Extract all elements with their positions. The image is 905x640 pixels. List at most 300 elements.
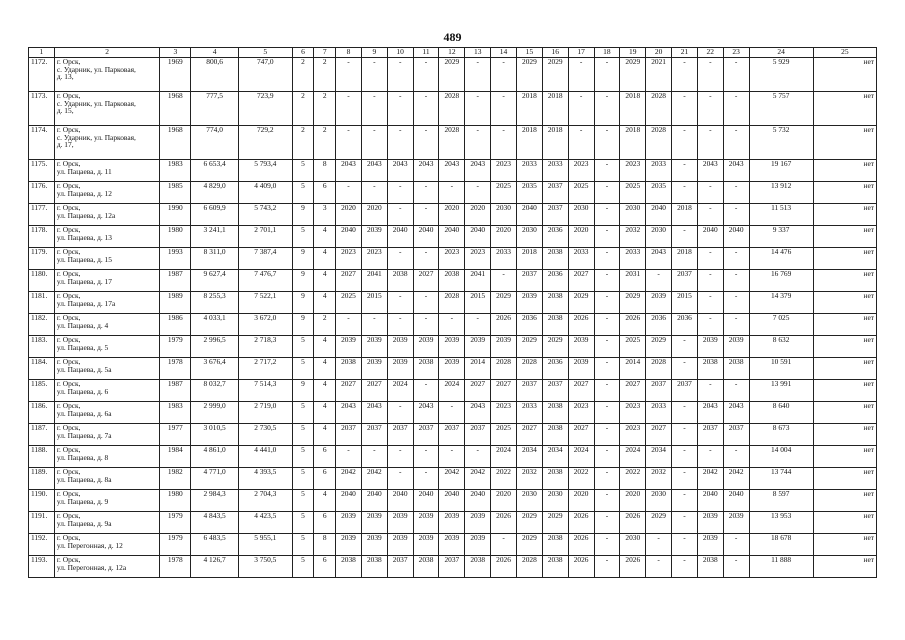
cell-col-14: - — [491, 92, 517, 126]
row-number: 1190. — [29, 490, 55, 512]
cell-col-10: 2024 — [387, 380, 413, 402]
cell-col-23: 2039 — [723, 512, 749, 534]
cell-col-10: 2040 — [387, 226, 413, 248]
cell-col-14: 2025 — [491, 424, 517, 446]
cell-col-18: - — [594, 314, 620, 336]
cell-col-25: нет — [813, 126, 876, 160]
cell-col-19: 2026 — [620, 556, 646, 578]
cell-col-24: 16 769 — [749, 270, 813, 292]
cell-col-6: 5 — [292, 534, 314, 556]
cell-col-23: 2043 — [723, 402, 749, 424]
cell-col-13: 2039 — [465, 512, 491, 534]
cell-col-6: 9 — [292, 380, 314, 402]
cell-col-8: 2042 — [336, 468, 362, 490]
row-number: 1176. — [29, 182, 55, 204]
cell-col-19: 2023 — [620, 402, 646, 424]
cell-col-8: - — [336, 58, 362, 92]
cell-col-23: - — [723, 446, 749, 468]
cell-col-19: 2029 — [620, 292, 646, 314]
cell-col-22: 2042 — [697, 468, 723, 490]
cell-col-11: 2027 — [413, 270, 439, 292]
address-line: г. Орск, — [56, 225, 81, 234]
cell-col-5: 5 793,4 — [238, 160, 292, 182]
cell-col-15: 2029 — [516, 336, 542, 358]
cell-col-21: - — [672, 402, 698, 424]
cell-col-19: 2030 — [620, 534, 646, 556]
column-header-11: 11 — [413, 48, 439, 58]
address-line: ул. Пацаева, д. 11 — [56, 166, 112, 176]
cell-col-11: - — [413, 292, 439, 314]
address-line: г. Орск, — [56, 159, 81, 168]
cell-col-12: 2028 — [439, 292, 465, 314]
cell-col-13: 2027 — [465, 380, 491, 402]
table-row — [29, 424, 877, 446]
address-line: г. Орск, — [56, 313, 81, 322]
cell-col-9: - — [361, 126, 387, 160]
cell-col-4: 2 999,0 — [191, 402, 239, 424]
address-line: ул. Пацаева, д. 9 — [56, 496, 109, 506]
column-header-6: 6 — [292, 48, 314, 58]
cell-col-9: - — [361, 58, 387, 92]
cell-col-9: 2043 — [361, 160, 387, 182]
cell-col-17: 2033 — [568, 248, 594, 270]
cell-col-12: 2023 — [439, 248, 465, 270]
address-cell — [54, 204, 159, 226]
address-line: г. Орск, — [56, 335, 81, 344]
cell-col-10: 2037 — [387, 424, 413, 446]
cell-col-22: 2040 — [697, 226, 723, 248]
cell-col-21: - — [672, 490, 698, 512]
cell-col-25: нет — [813, 512, 876, 534]
cell-col-3: 1982 — [160, 468, 191, 490]
cell-col-16: 2018 — [542, 126, 568, 160]
page-number: 489 — [443, 30, 462, 44]
cell-col-22: 2043 — [697, 402, 723, 424]
cell-col-16: 2037 — [542, 182, 568, 204]
column-header-1: 1 — [29, 48, 55, 58]
cell-col-11: 2038 — [413, 358, 439, 380]
table-row — [29, 92, 877, 126]
address-line: г. Орск, — [56, 379, 81, 388]
cell-col-18: - — [594, 336, 620, 358]
cell-col-13: - — [465, 126, 491, 160]
column-header-8: 8 — [336, 48, 362, 58]
address-cell — [54, 512, 159, 534]
cell-col-23: 2043 — [723, 160, 749, 182]
cell-col-14: 2020 — [491, 490, 517, 512]
address-line: ул. Пацаева, д. 6 — [56, 386, 109, 396]
cell-col-5: 747,0 — [238, 58, 292, 92]
table-row — [29, 358, 877, 380]
cell-col-10: - — [387, 182, 413, 204]
row-number: 1178. — [29, 226, 55, 248]
cell-col-9: 2043 — [361, 402, 387, 424]
cell-col-25: нет — [813, 270, 876, 292]
cell-col-24: 7 025 — [749, 314, 813, 336]
cell-col-5: 4 441,0 — [238, 446, 292, 468]
address-line: г. Орск, — [56, 511, 81, 520]
cell-col-5: 7 387,4 — [238, 248, 292, 270]
cell-col-25: нет — [813, 468, 876, 490]
cell-col-22: 2037 — [697, 424, 723, 446]
cell-col-20: 2029 — [646, 336, 672, 358]
cell-col-5: 2 701,1 — [238, 226, 292, 248]
cell-col-6: 5 — [292, 358, 314, 380]
cell-col-17: 2023 — [568, 160, 594, 182]
row-number: 1182. — [29, 314, 55, 336]
column-header-23: 23 — [723, 48, 749, 58]
cell-col-20: 2032 — [646, 468, 672, 490]
cell-col-22: 2039 — [697, 512, 723, 534]
table-row — [29, 512, 877, 534]
cell-col-17: 2022 — [568, 468, 594, 490]
cell-col-10: - — [387, 446, 413, 468]
address-line: г. Орск, — [56, 401, 81, 410]
cell-col-16: 2038 — [542, 314, 568, 336]
cell-col-20: 2027 — [646, 424, 672, 446]
cell-col-20: 2040 — [646, 204, 672, 226]
cell-col-11: 2040 — [413, 226, 439, 248]
cell-col-10: - — [387, 92, 413, 126]
table-body — [29, 58, 877, 578]
cell-col-15: 2039 — [516, 292, 542, 314]
cell-col-16: 2038 — [542, 556, 568, 578]
cell-col-20: - — [646, 556, 672, 578]
cell-col-17: - — [568, 58, 594, 92]
address-cell — [54, 468, 159, 490]
cell-col-4: 777,5 — [191, 92, 239, 126]
cell-col-24: 10 591 — [749, 358, 813, 380]
cell-col-17: 2027 — [568, 380, 594, 402]
cell-col-25: нет — [813, 248, 876, 270]
address-line: г. Орск, — [56, 357, 81, 366]
address-cell — [54, 534, 159, 556]
cell-col-3: 1985 — [160, 182, 191, 204]
cell-col-8: 2039 — [336, 534, 362, 556]
cell-col-12: 2037 — [439, 556, 465, 578]
cell-col-10: - — [387, 468, 413, 490]
cell-col-23: - — [723, 126, 749, 160]
table-row — [29, 314, 877, 336]
cell-col-11: 2043 — [413, 402, 439, 424]
cell-col-14: 2026 — [491, 556, 517, 578]
cell-col-13: 2014 — [465, 358, 491, 380]
cell-col-3: 1993 — [160, 248, 191, 270]
cell-col-14: 2026 — [491, 512, 517, 534]
cell-col-5: 7 522,1 — [238, 292, 292, 314]
address-line: г. Орск, — [56, 125, 81, 134]
address-cell — [54, 424, 159, 446]
cell-col-12: 2020 — [439, 204, 465, 226]
address-cell — [54, 226, 159, 248]
cell-col-17: 2024 — [568, 446, 594, 468]
cell-col-20: - — [646, 534, 672, 556]
table-row — [29, 204, 877, 226]
address-line: ул. Пацаева, д. 13 — [56, 232, 112, 242]
cell-col-18: - — [594, 402, 620, 424]
cell-col-7: 2 — [314, 126, 336, 160]
cell-col-15: 2030 — [516, 226, 542, 248]
cell-col-12: 2039 — [439, 336, 465, 358]
column-header-12: 12 — [439, 48, 465, 58]
cell-col-21: - — [672, 512, 698, 534]
address-cell — [54, 248, 159, 270]
cell-col-15: 2036 — [516, 314, 542, 336]
address-cell — [54, 556, 159, 578]
cell-col-21: - — [672, 336, 698, 358]
cell-col-8: - — [336, 182, 362, 204]
cell-col-6: 9 — [292, 292, 314, 314]
cell-col-12: 2042 — [439, 468, 465, 490]
cell-col-19: 2014 — [620, 358, 646, 380]
address-cell — [54, 292, 159, 314]
address-line: д. 15, — [56, 106, 74, 116]
cell-col-20: 2021 — [646, 58, 672, 92]
cell-col-8: - — [336, 446, 362, 468]
address-line: д. 13, — [56, 72, 74, 82]
cell-col-24: 13 744 — [749, 468, 813, 490]
address-cell — [54, 92, 159, 126]
cell-col-4: 9 627,4 — [191, 270, 239, 292]
cell-col-20: 2029 — [646, 512, 672, 534]
cell-col-11: - — [413, 446, 439, 468]
cell-col-7: 8 — [314, 160, 336, 182]
cell-col-24: 14 004 — [749, 446, 813, 468]
address-line: ул. Пацаева, д. 5 — [56, 342, 109, 352]
cell-col-9: 2038 — [361, 556, 387, 578]
cell-col-21: - — [672, 92, 698, 126]
cell-col-12: 2040 — [439, 490, 465, 512]
cell-col-16: 2029 — [542, 336, 568, 358]
cell-col-8: 2037 — [336, 424, 362, 446]
cell-col-22: - — [697, 58, 723, 92]
cell-col-13: 2037 — [465, 424, 491, 446]
cell-col-3: 1979 — [160, 512, 191, 534]
cell-col-18: - — [594, 58, 620, 92]
cell-col-18: - — [594, 182, 620, 204]
cell-col-15: 2033 — [516, 402, 542, 424]
cell-col-11: - — [413, 468, 439, 490]
column-header-9: 9 — [361, 48, 387, 58]
cell-col-23: 2040 — [723, 490, 749, 512]
cell-col-15: 2030 — [516, 490, 542, 512]
row-number: 1180. — [29, 270, 55, 292]
cell-col-18: - — [594, 160, 620, 182]
cell-col-5: 7 514,3 — [238, 380, 292, 402]
cell-col-5: 2 718,3 — [238, 336, 292, 358]
cell-col-23: - — [723, 204, 749, 226]
cell-col-19: 2025 — [620, 336, 646, 358]
column-header-5: 5 — [238, 48, 292, 58]
cell-col-9: 2041 — [361, 270, 387, 292]
cell-col-24: 11 513 — [749, 204, 813, 226]
cell-col-12: 2039 — [439, 358, 465, 380]
cell-col-24: 5 757 — [749, 92, 813, 126]
cell-col-6: 9 — [292, 314, 314, 336]
cell-col-5: 3 750,5 — [238, 556, 292, 578]
cell-col-22: 2039 — [697, 534, 723, 556]
cell-col-6: 5 — [292, 402, 314, 424]
cell-col-20: 2035 — [646, 182, 672, 204]
cell-col-25: нет — [813, 292, 876, 314]
cell-col-21: 2036 — [672, 314, 698, 336]
row-number: 1188. — [29, 446, 55, 468]
cell-col-22: - — [697, 204, 723, 226]
cell-col-10: - — [387, 292, 413, 314]
cell-col-18: - — [594, 446, 620, 468]
cell-col-6: 5 — [292, 336, 314, 358]
column-header-17: 17 — [568, 48, 594, 58]
cell-col-4: 8 032,7 — [191, 380, 239, 402]
cell-col-3: 1983 — [160, 402, 191, 424]
cell-col-13: - — [465, 92, 491, 126]
cell-col-15: 2040 — [516, 204, 542, 226]
cell-col-20: 2030 — [646, 226, 672, 248]
cell-col-8: 2023 — [336, 248, 362, 270]
cell-col-11: - — [413, 380, 439, 402]
cell-col-19: 2023 — [620, 424, 646, 446]
cell-col-20: 2033 — [646, 160, 672, 182]
cell-col-8: 2038 — [336, 556, 362, 578]
cell-col-24: 18 678 — [749, 534, 813, 556]
table-row — [29, 226, 877, 248]
cell-col-9: 2039 — [361, 226, 387, 248]
cell-col-12: - — [439, 446, 465, 468]
address-line: ул. Пацаева, д. 17 — [56, 276, 112, 286]
cell-col-15: 2037 — [516, 380, 542, 402]
cell-col-13: 2040 — [465, 490, 491, 512]
cell-col-20: 2036 — [646, 314, 672, 336]
cell-col-25: нет — [813, 446, 876, 468]
cell-col-18: - — [594, 534, 620, 556]
cell-col-25: нет — [813, 182, 876, 204]
cell-col-11: - — [413, 92, 439, 126]
cell-col-14: - — [491, 270, 517, 292]
address-cell — [54, 380, 159, 402]
cell-col-14: - — [491, 58, 517, 92]
address-line: г. Орск, — [56, 247, 81, 256]
cell-col-7: 3 — [314, 204, 336, 226]
cell-col-4: 2 984,3 — [191, 490, 239, 512]
cell-col-25: нет — [813, 92, 876, 126]
cell-col-22: - — [697, 248, 723, 270]
row-number: 1184. — [29, 358, 55, 380]
table-row — [29, 58, 877, 92]
cell-col-7: 6 — [314, 468, 336, 490]
cell-col-25: нет — [813, 358, 876, 380]
cell-col-25: нет — [813, 204, 876, 226]
address-line: г. Орск, — [56, 181, 81, 190]
table-row — [29, 380, 877, 402]
cell-col-17: - — [568, 92, 594, 126]
row-number: 1172. — [29, 58, 55, 92]
cell-col-14: 2023 — [491, 402, 517, 424]
address-line: ул. Перегонная, д. 12а — [56, 562, 127, 572]
address-cell — [54, 358, 159, 380]
address-line: г. Орск, — [56, 91, 81, 100]
cell-col-16: 2038 — [542, 248, 568, 270]
address-line: г. Орск, — [56, 489, 81, 498]
cell-col-18: - — [594, 226, 620, 248]
address-cell — [54, 58, 159, 92]
cell-col-14: 2020 — [491, 226, 517, 248]
cell-col-22: - — [697, 92, 723, 126]
cell-col-24: 9 337 — [749, 226, 813, 248]
cell-col-6: 5 — [292, 226, 314, 248]
cell-col-13: - — [465, 182, 491, 204]
cell-col-24: 13 953 — [749, 512, 813, 534]
cell-col-4: 4 033,1 — [191, 314, 239, 336]
cell-col-24: 14 379 — [749, 292, 813, 314]
cell-col-22: 2043 — [697, 160, 723, 182]
cell-col-8: 2027 — [336, 270, 362, 292]
table-row — [29, 182, 877, 204]
cell-col-10: 2040 — [387, 490, 413, 512]
cell-col-8: 2038 — [336, 358, 362, 380]
cell-col-12: 2038 — [439, 270, 465, 292]
cell-col-15: 2029 — [516, 58, 542, 92]
address-line: г. Орск, — [56, 555, 81, 564]
cell-col-15: 2018 — [516, 126, 542, 160]
cell-col-13: 2040 — [465, 226, 491, 248]
cell-col-22: 2038 — [697, 556, 723, 578]
table-row — [29, 534, 877, 556]
column-header-14: 14 — [491, 48, 517, 58]
cell-col-16: 2038 — [542, 292, 568, 314]
cell-col-7: 4 — [314, 358, 336, 380]
cell-col-11: - — [413, 204, 439, 226]
cell-col-4: 4 829,0 — [191, 182, 239, 204]
cell-col-5: 2 730,5 — [238, 424, 292, 446]
cell-col-14: 2022 — [491, 468, 517, 490]
cell-col-17: 2026 — [568, 314, 594, 336]
address-cell — [54, 160, 159, 182]
cell-col-3: 1986 — [160, 314, 191, 336]
cell-col-14: 2026 — [491, 314, 517, 336]
cell-col-11: - — [413, 314, 439, 336]
cell-col-6: 5 — [292, 468, 314, 490]
address-cell — [54, 270, 159, 292]
cell-col-10: 2043 — [387, 160, 413, 182]
address-cell — [54, 314, 159, 336]
cell-col-13: - — [465, 58, 491, 92]
cell-col-17: 2025 — [568, 182, 594, 204]
cell-col-22: 2039 — [697, 336, 723, 358]
cell-col-21: 2018 — [672, 204, 698, 226]
cell-col-18: - — [594, 490, 620, 512]
column-header-18: 18 — [594, 48, 620, 58]
table-row — [29, 336, 877, 358]
cell-col-17: 2027 — [568, 424, 594, 446]
cell-col-21: 2015 — [672, 292, 698, 314]
cell-col-11: 2039 — [413, 534, 439, 556]
cell-col-23: 2042 — [723, 468, 749, 490]
cell-col-17: - — [568, 126, 594, 160]
cell-col-25: нет — [813, 314, 876, 336]
row-number: 1186. — [29, 402, 55, 424]
cell-col-21: 2037 — [672, 380, 698, 402]
cell-col-22: - — [697, 182, 723, 204]
column-header-16: 16 — [542, 48, 568, 58]
cell-col-8: 2039 — [336, 336, 362, 358]
cell-col-17: 2026 — [568, 512, 594, 534]
address-line: с. Ударник, ул. Парковая, — [56, 132, 136, 142]
address-line: ул. Пацаева, д. 4 — [56, 320, 109, 330]
cell-col-7: 4 — [314, 424, 336, 446]
cell-col-9: - — [361, 446, 387, 468]
column-header-7: 7 — [314, 48, 336, 58]
cell-col-16: 2029 — [542, 512, 568, 534]
